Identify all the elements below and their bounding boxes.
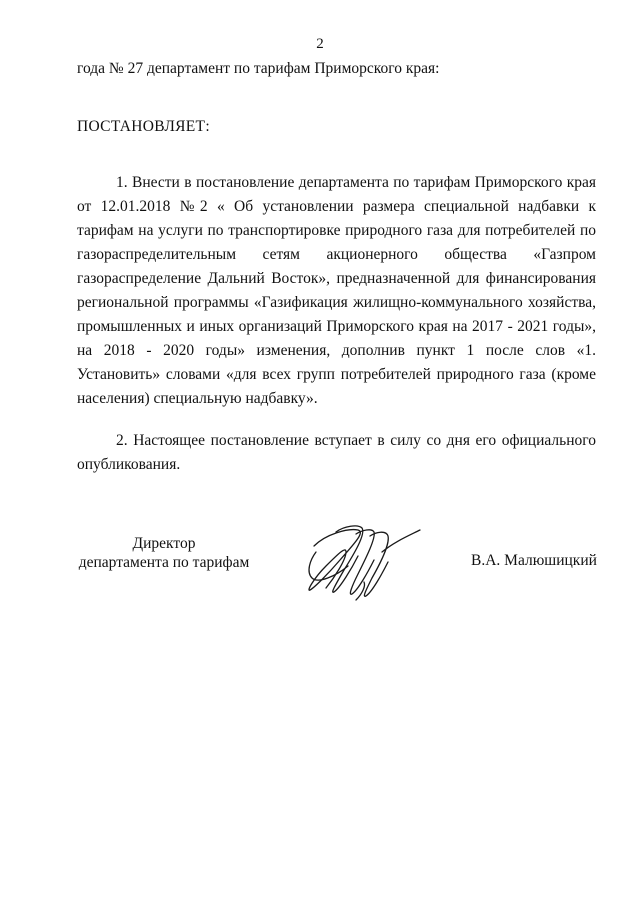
decree-heading: ПОСТАНОВЛЯЕТ: bbox=[77, 118, 210, 135]
signatory-name: В.А. Малюшицкий bbox=[471, 552, 597, 569]
paragraph-1: 1. Внести в постановление департамента по тарифам Приморского края от 12.01.2018 №2 « Об установлении размера специальной надбавки к тарифам на услуги по транспортировке природного газа для потребителей по газораспределительным сетям акционерного общества «Газпром газораспределение Дальний Восток», предназначенной для финансирования региональной программы «Газификация жилищно-коммунального хозяйства, промышленных и иных организаций Приморского края на 2017 - 2021 годы», на 2018 - 2020 годы» изменения, дополнив пункт 1 после слов «1. Установить» словами «для всех групп потребителей природного газа (кроме населения) специальную надбавку». bbox=[77, 174, 596, 407]
signatory-title: Директор bbox=[132, 535, 196, 552]
signatory-department: департамента по тарифам bbox=[78, 554, 250, 571]
page-number: 2 bbox=[316, 36, 324, 52]
handwritten-signature bbox=[296, 516, 426, 606]
continuation-line: года № 27 департамент по тарифам Приморского края: bbox=[77, 60, 440, 77]
signatory-position bbox=[74, 534, 254, 572]
paragraph-2-block bbox=[77, 429, 596, 477]
paragraph-1-block bbox=[77, 171, 596, 411]
paragraph-2: 2. Настоящее постановление вступает в силу со дня его официального опубликования. bbox=[77, 432, 596, 473]
